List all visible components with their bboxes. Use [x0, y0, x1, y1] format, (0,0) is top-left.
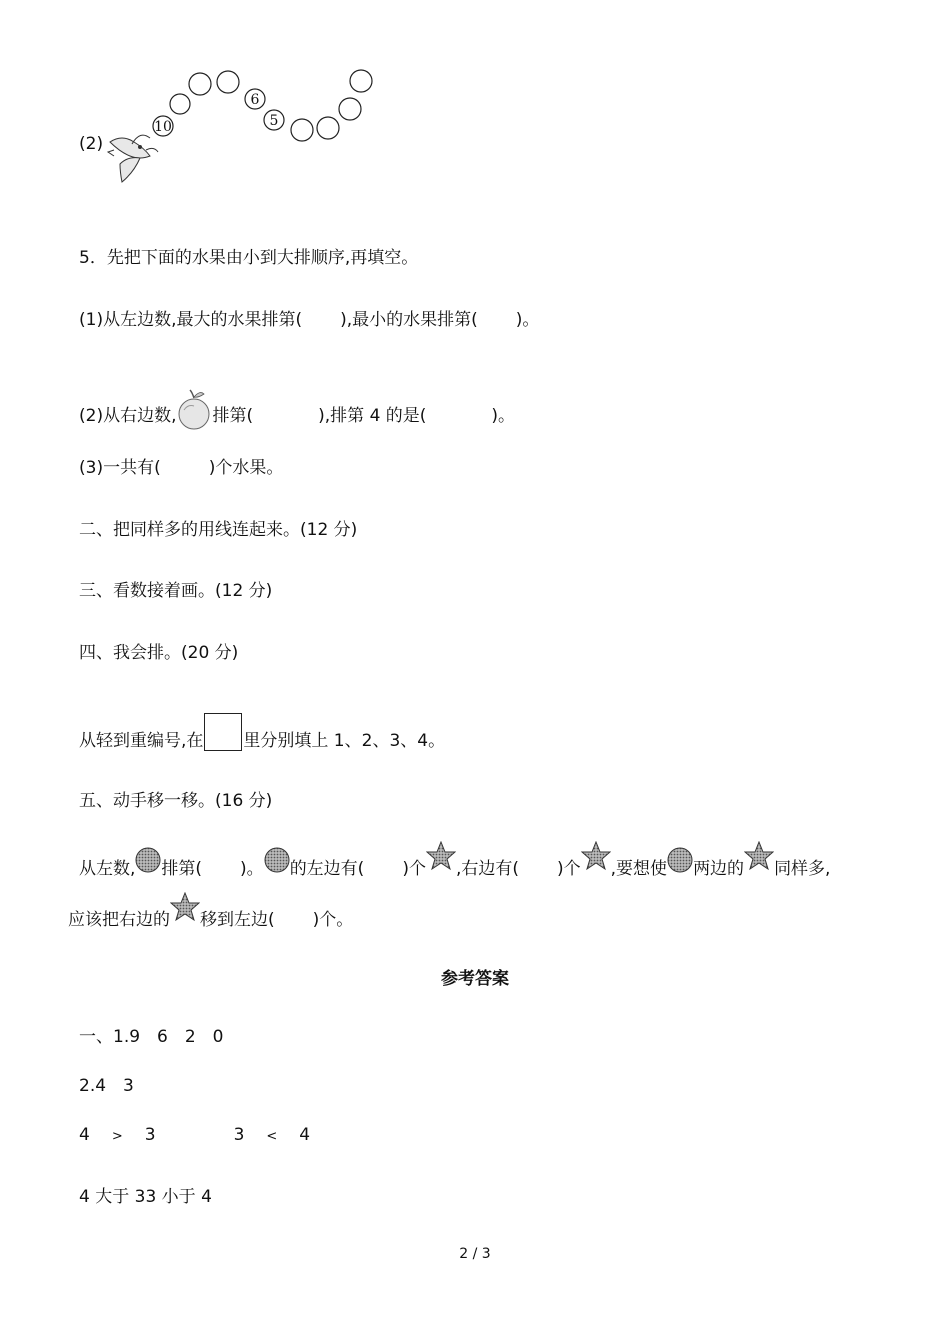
bubble-7 [291, 119, 313, 141]
bubble-8 [317, 117, 339, 139]
bubble-10 [350, 70, 372, 92]
bubble-number-5: 5 [269, 113, 279, 129]
section-2-title: 二、把同样多的用线连起来。(12 分) [79, 520, 358, 540]
star-icon [744, 841, 774, 871]
star-icon [581, 841, 611, 871]
bubble-3 [189, 73, 211, 95]
section-4-title: 四、我会排。(20 分) [79, 643, 239, 663]
section-5-line-2: 应该把右边的 移到左边( )个。 [68, 902, 353, 932]
bubble-4 [217, 71, 239, 93]
bubble-number-6: 6 [250, 92, 260, 108]
answers-title: 参考答案 [441, 969, 509, 989]
section-3-title: 三、看数接着画。(12 分) [79, 581, 273, 601]
star-icon [170, 892, 200, 922]
bubble-9 [339, 98, 361, 120]
apple-icon [176, 388, 212, 434]
ball-icon [135, 847, 161, 873]
q5-title: 5．先把下面的水果由小到大排顺序,再填空。 [79, 248, 419, 268]
answer-box [204, 713, 242, 751]
page-number: 2 / 3 [459, 1246, 491, 1262]
section-5-title: 五、动手移一移。(16 分) [79, 791, 273, 811]
bird-icon [108, 135, 158, 182]
q5-part2: (2)从右边数, 排第( ),排第 4 的是( )。 [79, 382, 515, 428]
star-icon [426, 841, 456, 871]
section-4-instruction: 从轻到重编号,在 里分别填上 1、2、3、4。 [79, 715, 445, 753]
number-bubble-path [100, 60, 390, 195]
answer-1: 一、1.9 6 2 0 [79, 1027, 224, 1047]
bubble-2 [170, 94, 190, 114]
answer-2: 2.4 3 [79, 1076, 134, 1096]
ball-icon [264, 847, 290, 873]
item-label: (2) [79, 134, 104, 154]
q5-part1: (1)从左边数,最大的水果排第( ),最小的水果排第( )。 [79, 310, 540, 330]
answer-4: 4 大于 33 小于 4 [79, 1187, 212, 1207]
section-5-line-1: 从左数, 排第( )。 的左边有( )个 ,右边有( )个 ,要想使 两边的 同样多, [79, 851, 830, 881]
answer-3: 4 > 3 3 < 4 [79, 1125, 311, 1145]
ball-icon [667, 847, 693, 873]
bubble-number-10: 10 [154, 119, 172, 135]
q5-part3: (3)一共有( )个水果。 [79, 458, 284, 478]
